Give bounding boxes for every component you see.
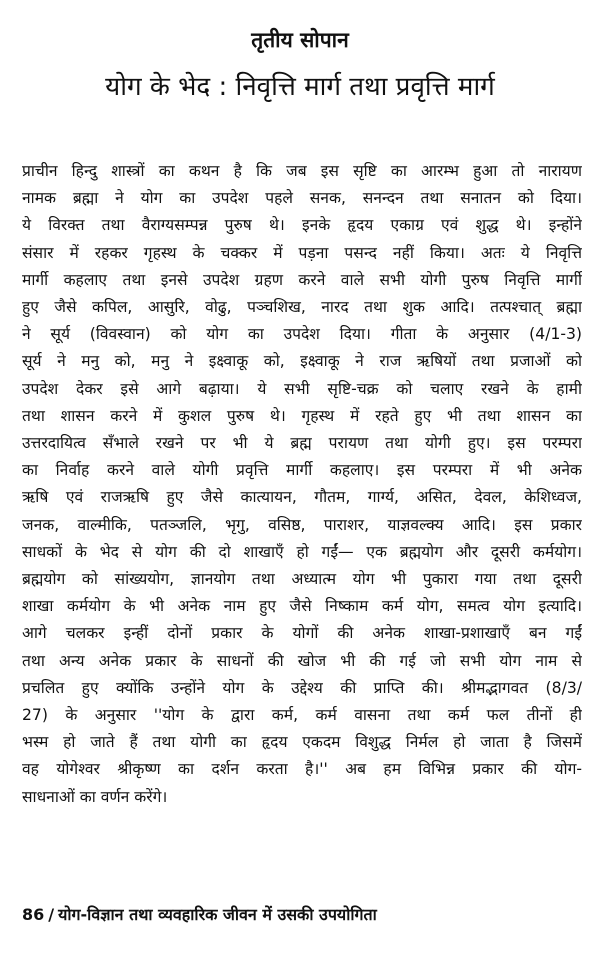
running-book-title: योग-विज्ञान तथा व्यवहारिक जीवन में उसकी उपयोगिता: [58, 905, 377, 924]
text-line: उत्तरदायित्व सँभाले रखने पर भी ये ब्रह्म परायण तथा योगी हुए। इस परम्परा: [22, 434, 582, 453]
body-paragraph: [22, 158, 582, 811]
text-line: प्राचीन हिन्दु शास्त्रों का कथन है कि जब इस सृष्टि का आरम्भ हुआ तो नारायण: [22, 162, 582, 180]
text-line: भस्म हो जाते हैं तथा योगी का हृदय एकदम विशुद्ध निर्मल हो जाता है जिसमें: [22, 733, 582, 752]
text-line: ये विरक्त तथा वैराग्यसम्पन्न पुरुष थे। इनके हृदय एकाग्र एवं शुद्ध थे। इन्होंने: [22, 216, 582, 235]
footer-separator: /: [48, 905, 55, 924]
text-line: साधकों के भेद से योग की दो शाखाएँ हो गईं— एक ब्रह्मयोग और दूसरी कर्मयोग।: [22, 542, 582, 561]
text-line: साधनाओं का वर्णन करेंगे।: [22, 787, 168, 806]
text-line: उपदेश देकर इसे आगे बढ़ाया। ये सभी सृष्टि-चक्र को चलाए रखने के हामी: [22, 379, 582, 398]
chapter-label: तृतीय सोपान: [251, 28, 349, 52]
text-line: जनक, वाल्मीकि, पतञ्जलि, भृगु, वसिष्ठ, पाराशर, याज्ञवल्क्य आदि। इस प्रकार: [22, 515, 582, 534]
text-line: ने सूर्य (विवस्वान) को योग का उपदेश दिया। गीता के अनुसार (4/1-3): [22, 325, 582, 344]
text-line: का निर्वाह करने वाले योगी प्रवृत्ति मार्गी कहलाए। इस परम्परा में भी अनेक: [22, 461, 582, 480]
text-line: तथा शासन करने में कुशल पुरुष थे। गृहस्थ में रहते हुए भी तथा शासन का: [22, 406, 582, 425]
text-line: संसार में रहकर गृहस्थ के चक्कर में पड़ना पसन्द नहीं किया। अतः ये निवृत्ति: [22, 243, 582, 262]
text-line: नामक ब्रह्मा ने योग का उपदेश पहले सनक, सनन्दन तथा सनातन को दिया।: [22, 189, 582, 208]
text-line: मार्गी कहलाए तथा इनसे उपदेश ग्रहण करने वाले सभी योगी पुरुष निवृत्ति मार्गी: [22, 270, 582, 289]
text-line: हुए जैसे कपिल, आसुरि, वोढु, पञ्चशिख, नारद तथा शुक आदि। तत्पश्चात् ब्रह्मा: [22, 298, 582, 317]
text-line: तथा अन्य अनेक प्रकार के साधनों की खोज भी की गई जो सभी योग नाम से: [22, 651, 582, 670]
page-footer: [22, 903, 582, 927]
text-line: शाखा कर्मयोग के भी अनेक नाम हुए जैसे निष्काम कर्म योग, समत्व योग इत्यादि।: [22, 597, 582, 616]
text-line: ऋषि एवं राजऋषि हुए जैसे कात्यायन, गौतम, गार्ग्य, असित, देवल, केशिध्वज,: [22, 488, 582, 507]
chapter-title: योग के भेद : निवृत्ति मार्ग तथा प्रवृत्ति मार्ग: [105, 72, 495, 102]
text-line: 27) के अनुसार ''योग के द्वारा कर्म, कर्म वासना तथा कर्म फल तीनों ही: [22, 706, 582, 725]
text-line: प्रचलित हुए क्योंकि उन्होंने योग के उद्देश्य की प्राप्ति की। श्रीमद्भागवत (8/3/: [22, 678, 582, 697]
text-line: वह योगेश्वर श्रीकृष्ण का दर्शन करता है।'' अब हम विभिन्न प्रकार की योग-: [22, 760, 582, 779]
text-line: ब्रह्मयोग को सांख्ययोग, ज्ञानयोग तथा अध्यात्म योग भी पुकारा गया तथा दूसरी: [22, 570, 582, 589]
page-number: 86: [22, 905, 45, 924]
text-line: आगे चलकर इन्हीं दोनों प्रकार के योगों की अनेक शाखा-प्रशाखाएँ बन गईं: [22, 624, 582, 643]
text-line: सूर्य ने मनु को, मनु ने इक्ष्वाकू को, इक्ष्वाकू ने राज ऋषियों तथा प्रजाओं को: [22, 352, 582, 371]
